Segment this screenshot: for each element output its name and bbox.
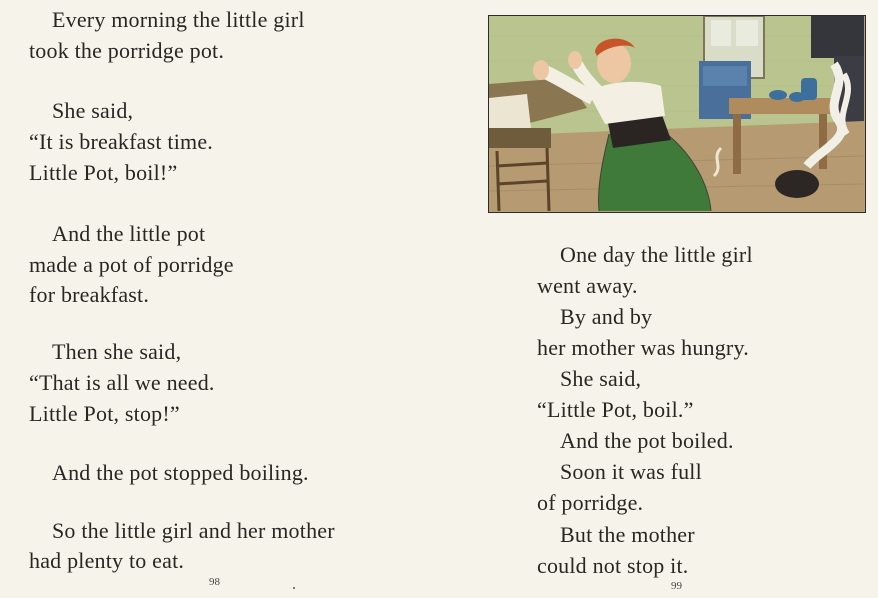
text-line: Little Pot, stop!” xyxy=(29,401,180,426)
text-line: So the little girl and her mother xyxy=(52,518,335,543)
text-line: Soon it was full xyxy=(560,459,702,484)
text-line: And the pot stopped boiling. xyxy=(52,460,309,485)
text-line: One day the little girl xyxy=(560,242,753,267)
text-line: But the mother xyxy=(560,522,695,547)
text-line: Little Pot, boil!” xyxy=(29,160,178,185)
text-line: She said, xyxy=(560,366,642,391)
print-speck xyxy=(293,587,295,589)
story-illustration xyxy=(488,15,866,213)
text-line: Every morning the little girl xyxy=(52,7,305,32)
text-line: could not stop it. xyxy=(537,553,689,578)
page-number: 99 xyxy=(671,580,682,592)
text-line: “Little Pot, boil.” xyxy=(537,397,694,422)
text-line: went away. xyxy=(537,273,638,298)
text-line: for breakfast. xyxy=(29,282,150,307)
kitchen-scene-illustration xyxy=(489,16,864,211)
text-line: her mother was hungry. xyxy=(537,335,749,360)
text-line: had plenty to eat. xyxy=(29,548,185,573)
text-line: Then she said, xyxy=(52,339,182,364)
text-line: And the little pot xyxy=(52,221,206,246)
text-line: “It is breakfast time. xyxy=(29,129,213,154)
text-line: made a pot of porridge xyxy=(29,252,234,277)
text-line: By and by xyxy=(560,304,653,329)
text-line: “That is all we need. xyxy=(29,370,215,395)
text-line: She said, xyxy=(52,98,134,123)
text-line: took the porridge pot. xyxy=(29,38,225,63)
text-line: of porridge. xyxy=(537,490,644,515)
text-line: And the pot boiled. xyxy=(560,428,734,453)
page-number: 98 xyxy=(209,576,220,588)
